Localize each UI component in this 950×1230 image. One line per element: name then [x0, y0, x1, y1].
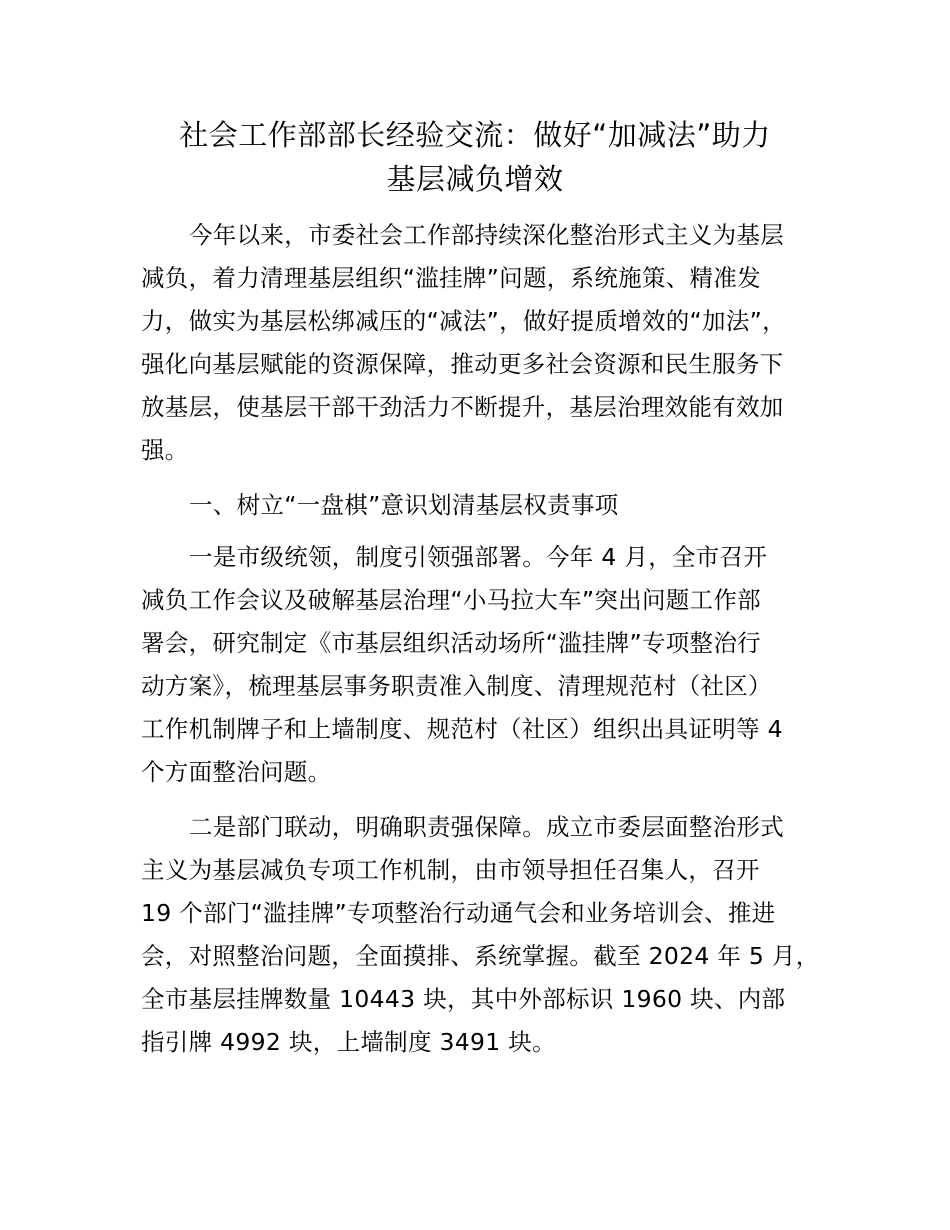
text-line: 减负工作会议及破解基层治理“小马拉大车”突出问题工作部: [141, 586, 761, 614]
section-heading-1: [141, 484, 841, 527]
paragraph-point-1: [141, 536, 841, 794]
text-line: 19 个部门“滥挂牌”专项整治行动通气会和业务培训会、推进: [141, 899, 776, 927]
text-line: 署会，研究制定《市基层组织活动场所“滥挂牌”专项整治行: [141, 629, 761, 657]
text-line: 主义为基层减负专项工作机制，由市领导担任召集人，召开: [141, 856, 760, 884]
text-line: 强。: [141, 436, 189, 464]
text-line: 二是部门联动，明确职责强保障。成立市委层面整治形式: [189, 813, 784, 841]
text-line: 会，对照整治问题，全面摸排、系统掌握。截至 2024 年 5 月，: [141, 942, 820, 970]
text-line: 一是市级统领，制度引领强部署。今年 4 月，全市召开: [189, 543, 768, 571]
text-line: 强化向基层赋能的资源保障，推动更多社会资源和民生服务下: [141, 350, 784, 378]
paragraph-intro: [141, 214, 841, 472]
text-line: 个方面整治问题。: [141, 758, 332, 786]
text-line: 放基层，使基层干部干劲活力不断提升，基层治理效能有效加: [141, 393, 784, 421]
text-line: 全市基层挂牌数量 10443 块，其中外部标识 1960 块、内部: [141, 985, 786, 1013]
text-line: 减负，着力清理基层组织“滥挂牌”问题，系统施策、精准发: [141, 264, 761, 292]
document-title: [0, 113, 950, 201]
title-line-2: 基层减负增效: [386, 162, 564, 196]
title-line-1: 社会工作部部长经验交流：做好“加减法”助力: [179, 118, 771, 152]
text-line: 动方案》，梳理基层事务职责准入制度、清理规范村（社区）: [141, 672, 772, 700]
text-line: 今年以来，市委社会工作部持续深化整治形式主义为基层: [189, 221, 784, 249]
text-line: 指引牌 4992 块，上墙制度 3491 块。: [141, 1028, 556, 1056]
text-line: 工作机制牌子和上墙制度、规范村（社区）组织出具证明等 4: [141, 715, 783, 743]
text-line: 力，做实为基层松绑减压的“减法”，做好提质增效的“加法”，: [141, 307, 786, 335]
heading-line: 一、树立“一盘棋”意识划清基层权责事项: [189, 491, 619, 519]
paragraph-point-2: [141, 806, 841, 1064]
